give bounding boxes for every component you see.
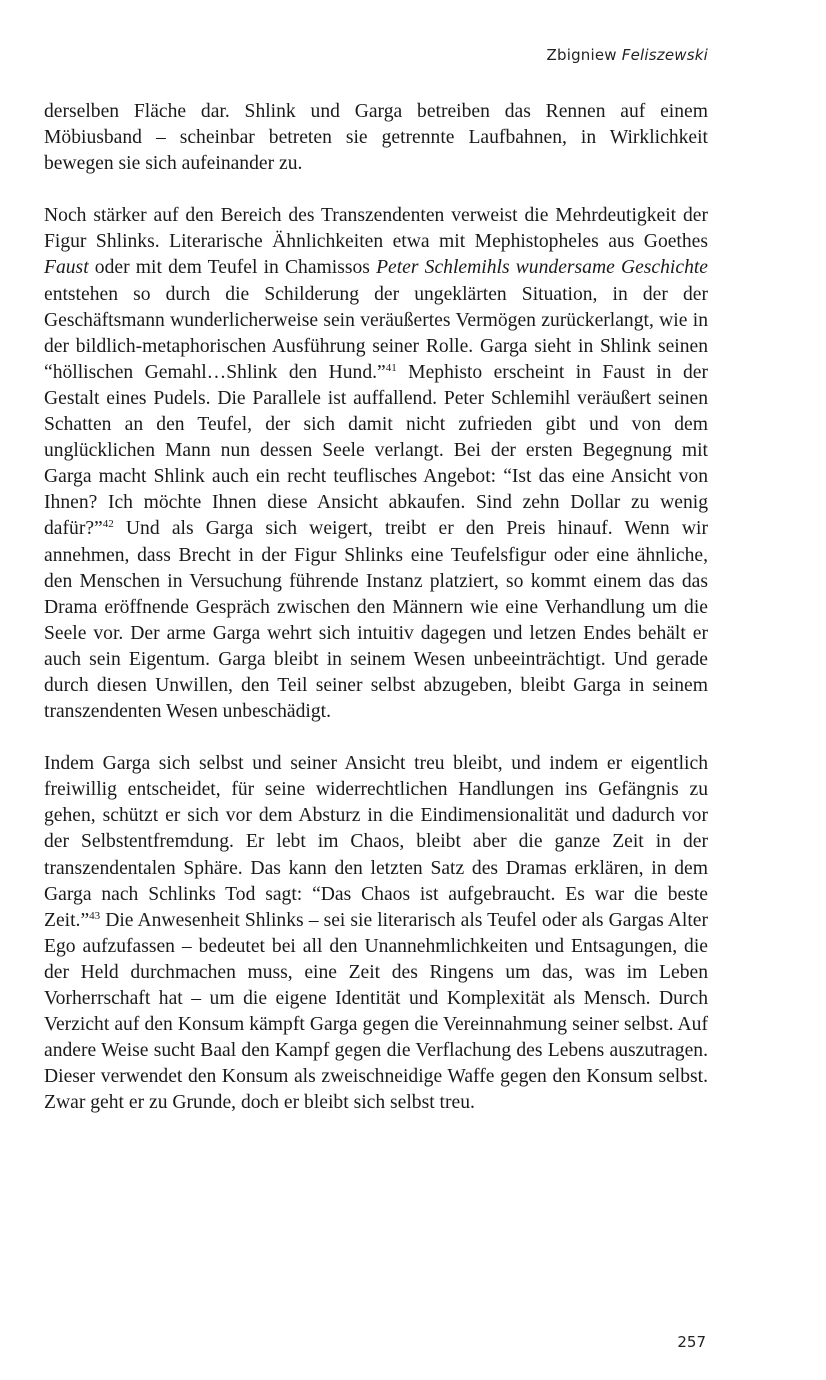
paragraph-3 [44,751,708,1116]
footnote-ref-42: 42 [102,518,114,531]
paragraph-2-text-a: Noch stärker auf den Bereich des Transzendenten verweist die Mehrdeutigkeit der Figur Shlinks. Literarische Ähnlichkeiten etwa mit Mephistopheles aus Goethes [44,205,708,253]
paragraph-2-text-c: entstehen so durch die Schilderung der ungeklärten Situation, in der der Geschäftsmann wunderlicherweise sein veräußertes Vermögen zurückerlangt, wie in der bildlich-metaphorischen Ausführung seiner Rolle. Garga sieht in Shlink seinen “höllischen Gemahl…Shlink den Hund.” [44,283,708,383]
author-first-name: Zbigniew [546,46,617,64]
paragraph-3-text-b: Die Anwesenheit Shlinks – sei sie literarisch als Teufel oder als Gargas Alter Ego aufzufassen – bedeutet bei all den Unannehmlichkeiten und Entsagungen, die der Held durchmachen muss, eine Zeit des Ringens um das, was im Leben Vorherrschaft hat – um die eigene Identität und Komplexität als Mensch. Durch Verzicht auf den Konsum kämpft Garga gegen die Vereinnahmung seiner selbst. Auf andere Weise sucht Baal den Kampf gegen die Verflachung des Lebens auszutragen. Dieser verwendet den Konsum als zweischneidige Waffe gegen den Konsum selbst. Zwar geht er zu Grunde, doch er bleibt sich selbst treu. [44,909,708,1114]
footnote-ref-43: 43 [89,909,101,922]
paragraph-3-text-a: Indem Garga sich selbst und seiner Ansicht treu bleibt, und indem er eigentlich freiwillig entscheidet, für seine widerrechtlichen Handlungen ins Gefängnis zu gehen, schützt er sich vor dem Absturz in die Eindimensionalität und dadurch vor der Selbstentfremdung. Er lebt im Chaos, bleibt aber die ganze Zeit in der transzendentalen Sphäre. Das kann den letzten Satz des Dramas erklären, in dem Garga nach Schlinks Tod sagt: “Das Chaos ist aufgebraucht. Es war die beste Zeit.” [44,753,708,931]
running-head [547,46,708,64]
footnote-ref-41: 41 [385,361,397,374]
paragraph-2-text-b: oder mit dem Teufel in Chamissos [88,257,377,279]
page-body [44,99,708,1142]
work-title-schlemihl: Peter Schlemihls wundersame Geschichte [376,257,709,279]
paragraph-2-text-d: Mephisto erscheint in Faust in der Gestalt eines Pudels. Die Parallele ist auffallend. Peter Schlemihl veräußert seinen Schatten an den Teufel, der sich damit nicht zufrieden gibt und von dem unglücklichen Mann nun dessen Seele verlangt. Bei der ersten Begegnung mit Garga macht Shlink auch ein recht teuflisches Angebot: “Ist das eine Ansicht von Ihnen? Ich möchte Ihnen diese Ansicht abkaufen. Sind zehn Dollar zu wenig dafür?” [44,361,708,540]
page-number: 257 [677,1333,706,1351]
paragraph-2 [44,203,708,725]
author-last-name: Feliszewski [621,46,708,64]
paragraph-1-text: derselben Fläche dar. Shlink und Garga betreiben das Rennen auf einem Möbiusband – scheinbar betreten sie getrennte Laufbahnen, in Wirklichkeit bewegen sie sich aufeinander zu. [44,101,708,175]
paragraph-2-text-e: Und als Garga sich weigert, treibt er den Preis hinauf. Wenn wir annehmen, dass Brecht in der Figur Shlinks eine Teufelsfigur oder eine ähnliche, den Menschen in Versuchung führende Instanz platziert, so kommt einem das das Drama eröffnende Gespräch zwischen den Männern wie eine Verhandlung um die Seele vor. Der arme Garga wehrt sich intuitiv dagegen und letzen Endes behält er auch sein Eigentum. Garga bleibt in seinem Wesen unbeeinträchtigt. Und gerade durch diesen Unwillen, den Teil seiner selbst abzugeben, bleibt Garga in seinem transzendenten Wesen unbeschädigt. [44,518,708,723]
paragraph-1 [44,99,708,177]
work-title-faust: Faust [44,257,89,279]
